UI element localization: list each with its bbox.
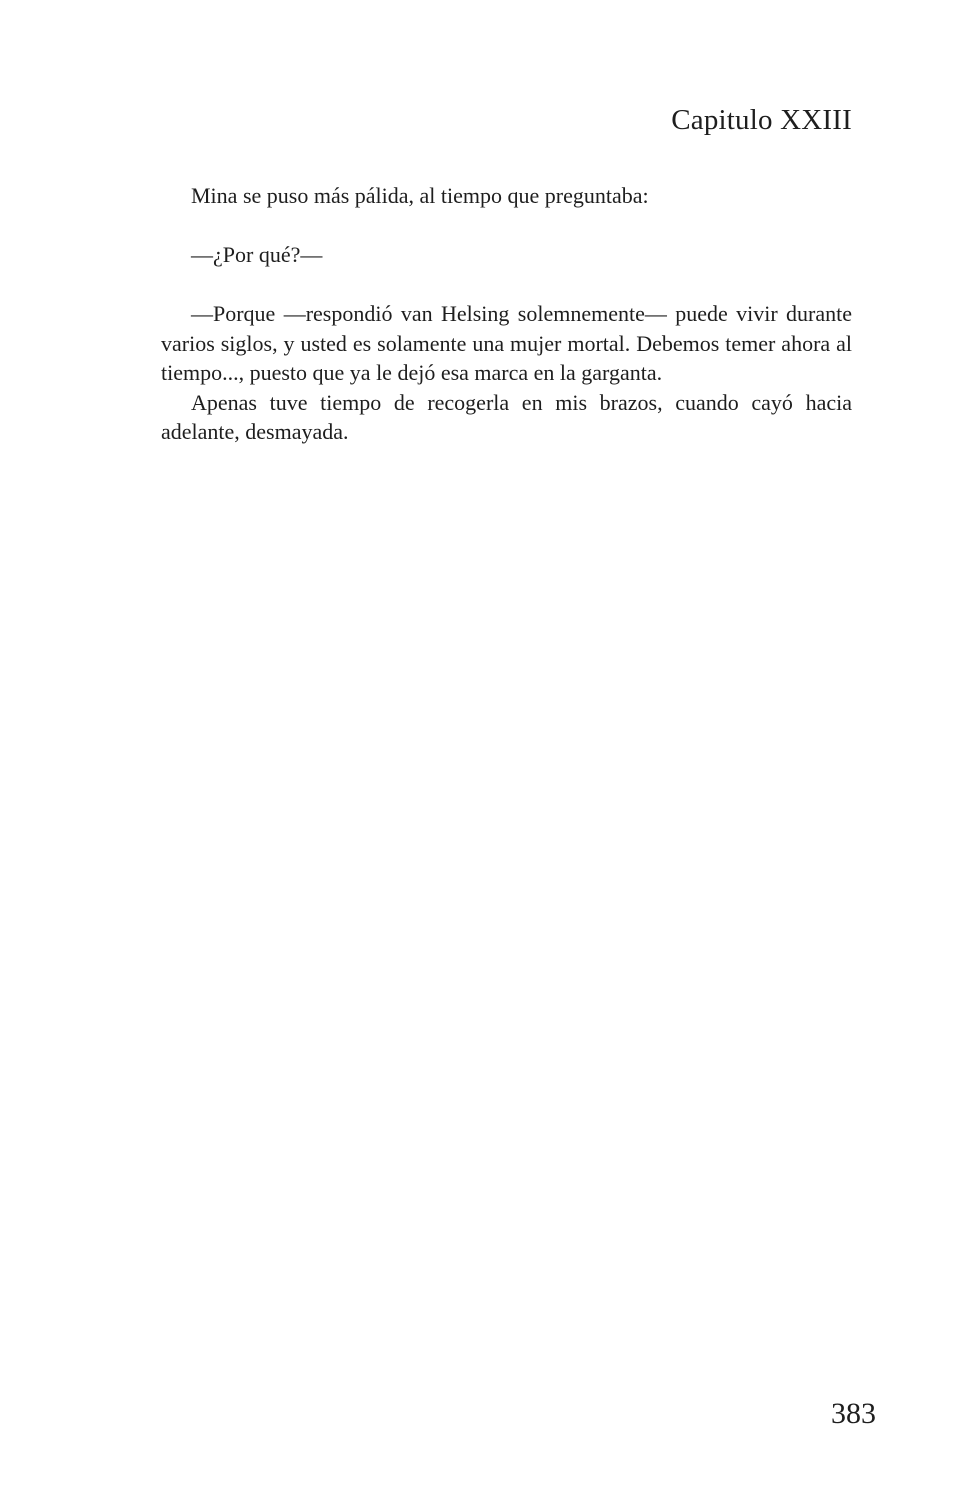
running-head-title: Capitulo XXIII (671, 104, 852, 136)
paragraph: Apenas tuve tiempo de recogerla en mis brazos, cuando cayó hacia adelante, desmayada. (161, 389, 852, 444)
body-text (161, 181, 852, 447)
paragraph-spacer (161, 211, 852, 241)
paragraph: Mina se puso más pálida, al tiempo que preguntaba: (191, 183, 649, 208)
page-number: 383 (831, 1397, 876, 1430)
paragraph: —¿Por qué?— (191, 242, 323, 267)
paragraph: —Porque —respondió van Helsing solemnemente— puede vivir durante varios siglos, y usted es solamente una mujer mortal. Debemos temer ahora al tiempo..., puesto que ya le dejó esa marca en la garganta. (161, 301, 852, 385)
paragraph-spacer (161, 270, 852, 300)
